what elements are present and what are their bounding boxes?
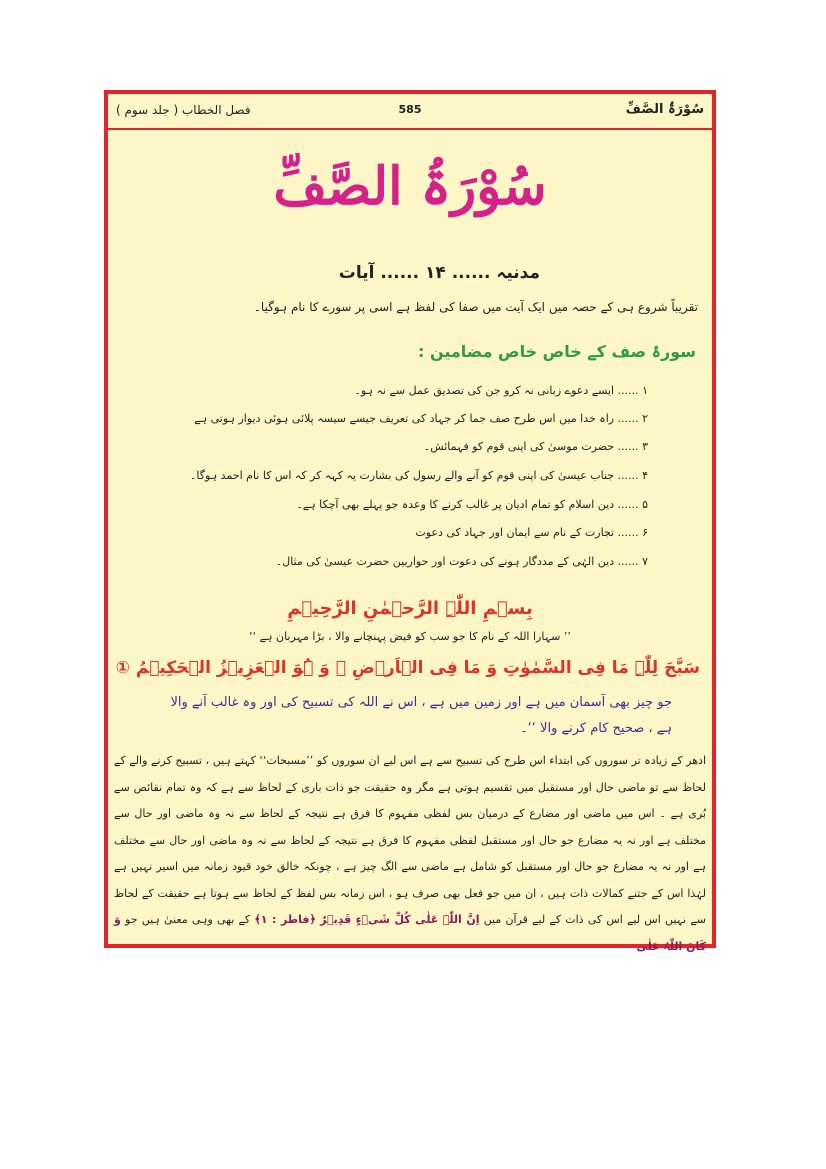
topic-item: ۷ ...... دین الہٰی کے مددگار ہونے کی دعوت اور حواریین حضرت عیسیٰ کی مثال۔ — [275, 555, 648, 568]
header-divider — [108, 128, 712, 130]
section-heading: سورۂ صف کے خاص خاص مضامین : — [417, 342, 696, 361]
verse-translation: جو چیز بھی آسمان میں ہے اور زمین میں ہے ، اس نے اللہ کی تسبیح کی اور وہ غالب آنے والا ہے ، صحیح کام کرنے والا ‘‘۔ — [170, 695, 672, 736]
intro-text: تقریباً شروع ہی کے حصہ میں ایک آیت میں صفا کی لفظ ہے اسی پر سورے کا نام ہوگیا۔ — [253, 300, 698, 314]
page-header — [108, 94, 712, 128]
topic-item: ۵ ...... دین اسلام کو تمام ادیان پر غالب کرنے کا وعدہ جو پہلے بھی آچکا ہے۔ — [296, 498, 648, 511]
bismillah: بِسۡمِ اللّٰہِ الرَّحۡمٰنِ الرَّحِیۡمِ — [287, 598, 533, 619]
tafsir-text: ادھر کے زیادہ تر سوروں کی ابتداء اس طرح کی تسبیح سے ہے اس لیے ان سوروں کو ’’مسبحات‘‘ کہتے ہیں ، تسبیح کرنے والے کے لحاظ سے تو ماضی حال اور مستقبل میں تقسیم ہوتی ہے مگر وہ حقیقت جو ذات باری کے لحاظ سے ہے کہ وہ تمام نقائص سے بُری ہے ۔ اس میں ماضی اور مضارع کے درمیان بس لفظی مفہوم کا فرق ہے نتیجہ کے لحاظ سے نہ وہ ماضی اور حال سے مختلف ہے اور نہ یہ مضارع جو حال اور مستقبل لفظی مفہوم کا فرق ہے نتیجہ کے لحاظ سے نہ وہ ماضی اور حال سے مختلف ہے اور نہ یہ مضارع جو حال اور مستقبل کو شامل ہے ماضی سے الگ چیز ہے ، چونکہ خالق خود قیود زمانہ میں اسیر نہیں ہے لہٰذا اس کے جتنے کمالات ذات ہیں ، ان میں جو فعل بھی صرف ہو ، اس زمانہ بس لفظ کے لحاظ سے ہوتا ہے حقیقت کے لحاظ سے نہیں اس لیے اس کی ذات کے لیے قرآن میں — [114, 754, 707, 926]
quran-quote: اِنَّ اللّٰہَ عَلٰی کُلِّ شَیۡءٍ قَدِیۡرٌ — [320, 913, 480, 926]
topic-item: ۲ ...... راہ خدا میں اس طرح صف جما کر جہاد کی تعریف جیسے سیسہ پلائی ہوئی دیوار ہوتی ہے — [194, 412, 648, 425]
verse-arabic: سَبَّحَ لِلّٰہِ مَا فِی السَّمٰوٰتِ وَ مَا فِی الۡاَرۡضِ ۚ وَ ہُوَ الۡعَزِیۡزُ الۡحَکِیۡمُ ① — [115, 658, 700, 678]
topic-item: ۴ ...... جناب عیسیٰ کی اپنی قوم کو آنے والے رسول کی بشارت یہ کہہ کر کہ اس کا نام احمد ہوگا۔ — [189, 469, 648, 482]
header-book-title: فصل الخطاب ( جلد سوم ) — [116, 103, 251, 117]
surah-title: سُوْرَۃُ الصَّفِّ — [273, 156, 547, 217]
topic-item: ۳ ...... حضرت موسیٰ کی اپنی قوم کو فہمائش۔ — [423, 440, 648, 453]
quran-reference: ﴿فاطر : ۱﴾ — [254, 913, 316, 926]
page-number: 585 — [398, 103, 422, 116]
surah-info: مدنیہ ...... ۱۴ ...... آیات — [338, 263, 540, 283]
tafsir-paragraph — [114, 748, 706, 960]
topic-item: ۱ ...... ایسے دعوے زبانی نہ کرو جن کی تصدیق عمل سے نہ ہو۔ — [354, 384, 648, 397]
quran-quote-2: وَ کَانَ اللّٰہُ عَلٰی — [114, 913, 706, 953]
page-frame — [104, 90, 716, 953]
bismillah-translation: ’’ سہارا اللہ کے نام کا جو سب کو فیض پہنچانے والا ، بڑا مہربان ہے ‘‘ — [249, 630, 571, 643]
topic-item: ۶ ...... تجارت کے نام سے ایمان اور جہاد کی دعوت — [415, 526, 648, 539]
tafsir-text-end: کے بھی وہی معنیٰ ہیں جو — [125, 913, 251, 926]
header-surah-name: سُوْرَۃُ الصَّفِّ — [625, 102, 704, 117]
